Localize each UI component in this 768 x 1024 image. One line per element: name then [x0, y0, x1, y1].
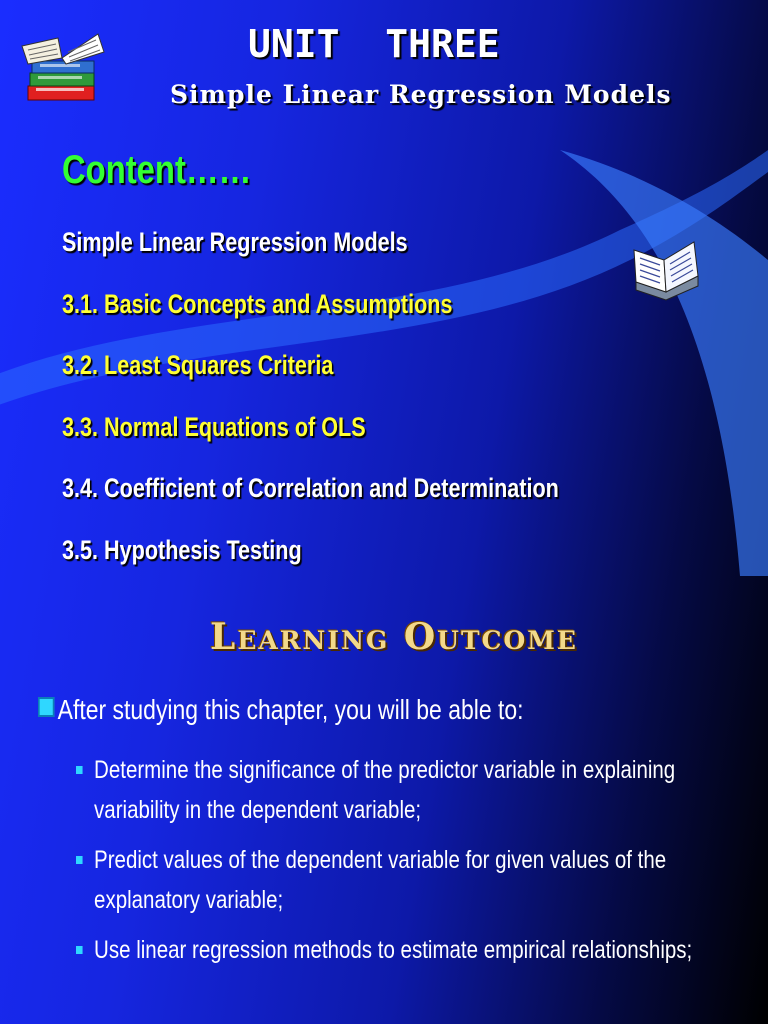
toc-item: 3.4. Coefficient of Correlation and Determination [62, 473, 559, 503]
outcome-text: Predict values of the dependent variable for given values of the explanatory variable; [94, 846, 667, 914]
square-bullet-icon [76, 766, 83, 774]
outcome-text: Use linear regression methods to estimate empirical relationships; [94, 936, 693, 964]
outcome-item [76, 840, 732, 920]
intro-line [38, 694, 524, 726]
square-bullet-icon [76, 856, 83, 864]
toc-item: Simple Linear Regression Models [62, 227, 408, 257]
intro-text: After studying this chapter, you will be able to: [57, 694, 524, 725]
content-heading: Content…… [62, 148, 252, 192]
unit-subtitle: Simple Linear Regression Models [170, 80, 672, 109]
open-book-icon [630, 236, 704, 302]
slide-learning-outcome [0, 576, 768, 1024]
unit-title: UNIT THREE [248, 22, 500, 66]
outcome-list [76, 750, 768, 980]
book-stack-icon [18, 30, 106, 106]
outcome-text: Determine the significance of the predictor variable in explaining variability in the dependent variable; [94, 756, 676, 824]
toc-item: 3.1. Basic Concepts and Assumptions [62, 288, 453, 319]
learning-outcome-heading: Learning Outcome [210, 616, 578, 658]
toc-item: 3.5. Hypothesis Testing [62, 534, 302, 565]
table-of-contents [62, 222, 683, 576]
outcome-item [76, 930, 732, 970]
outcome-item [76, 750, 732, 830]
checkbox-bullet-icon [38, 697, 54, 717]
toc-item: 3.3. Normal Equations of OLS [62, 411, 366, 442]
toc-item: 3.2. Least Squares Criteria [62, 350, 334, 380]
square-bullet-icon [76, 946, 83, 954]
